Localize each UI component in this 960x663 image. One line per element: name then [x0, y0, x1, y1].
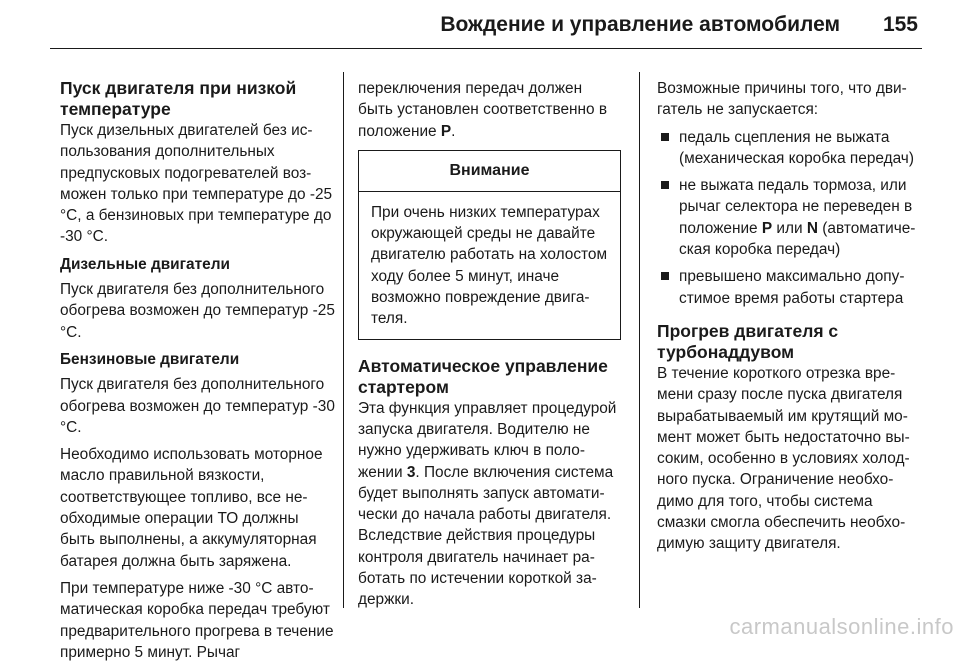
page-header: [0, 0, 960, 50]
list-item: [657, 266, 919, 309]
bold-label-p: P: [440, 122, 452, 140]
automatic-gearbox-text: При температуре ниже -30 °C автоматическая коробка передач требуют предварительного прогрева в течение примерно 5 минут. Рычаг: [60, 579, 334, 661]
header-rule: [50, 48, 922, 49]
page-number: 155: [882, 13, 918, 36]
diesel-subheading: Дизельные двигатели: [60, 255, 230, 273]
text-run: (автоматическая коробка передач): [679, 219, 916, 259]
reasons-intro: Возможные причины того, что двигатель не запускается:: [657, 80, 907, 119]
section-heading-auto-starter: Автоматическое управление стартером: [358, 355, 608, 397]
warning-box: [358, 150, 621, 340]
column-3: [657, 78, 919, 614]
list-item: [657, 175, 919, 260]
text-run: .: [451, 122, 456, 140]
bold-label-3: 3: [406, 463, 416, 481]
text-run: переключения передач должен быть установлен соответственно в положение: [358, 80, 608, 140]
text-run: . После включения система будет выполнять запуск автоматически до начала работы двигателя. Вследствие действия процедуры контроля двигатель начинает работать по истечении короткой задержки.: [358, 463, 614, 609]
header-title: Вождение и управление автомобилем: [440, 13, 840, 36]
column-2: [358, 78, 621, 614]
bullet-square-icon: [661, 272, 669, 280]
section-heading-turbo-warmup: Прогрев двигателя с турбонаддувом: [657, 320, 839, 362]
list-item-text: не выжата педаль тормоза, или рычаг селектора не переведен в положение: [679, 177, 913, 237]
cold-start-intro: Пуск дизельных двигателей без использования дополнительных предпусковых подогревателей возможен только при температуре до -25 °C, а бензиновых при температуре до -30 °C.: [60, 122, 333, 246]
gear-lever-continued-text: [358, 78, 621, 142]
bullet-square-icon: [661, 133, 669, 141]
reasons-list: [657, 127, 919, 309]
list-item-text: превышено максимально допустимое время работы стартера: [679, 268, 905, 307]
column-1: [60, 78, 336, 661]
list-item-text: педаль сцепления не выжата (механическая коробка передач): [679, 128, 914, 167]
bullet-square-icon: [661, 181, 669, 189]
list-item: [657, 127, 919, 170]
column-divider-1: [343, 72, 344, 608]
diesel-text: Пуск двигателя без дополнительного обогрева возможен до температур -25 °C.: [60, 281, 335, 341]
bold-label-p: P: [761, 219, 773, 237]
oil-text: Необходимо использовать моторное масло правильной вязкости, соответствующее топливо, все необходимые операции ТО должны быть выполнены, а аккумуляторная батарея должна быть заряжена.: [60, 446, 323, 570]
auto-starter-text: [358, 398, 621, 611]
petrol-text: Пуск двигателя без дополнительного обогрева возможен до температур -30 °C.: [60, 376, 335, 436]
text-run: Эта функция управляет процедурой запуска двигателя. Водителю не нужно удерживать ключ в положении: [358, 399, 617, 481]
warning-title: Внимание: [359, 151, 620, 192]
turbo-warmup-text: В течение короткого отрезка времени сразу после пуска двигателя вырабатываемый им крутящий момент может быть недостаточно высоким, особенно в условиях холодного пуска. Ограничение необходимо для того, чтобы система смазки смогла обеспечить необходимую защиту двигателя.: [657, 364, 910, 553]
watermark: carmanualsonline.info: [729, 614, 954, 639]
petrol-subheading: Бензиновые двигатели: [60, 350, 240, 368]
warning-body: При очень низких температурах окружающей среды не давайте двигателю работать на холостом ходу более 5 минут, иначе возможно повреждение двигателя.: [371, 203, 608, 328]
bold-label-n: N: [806, 219, 819, 237]
column-divider-2: [639, 72, 640, 608]
text-run: или: [772, 219, 807, 237]
section-heading-cold-start: Пуск двигателя при низкой температуре: [60, 78, 297, 119]
